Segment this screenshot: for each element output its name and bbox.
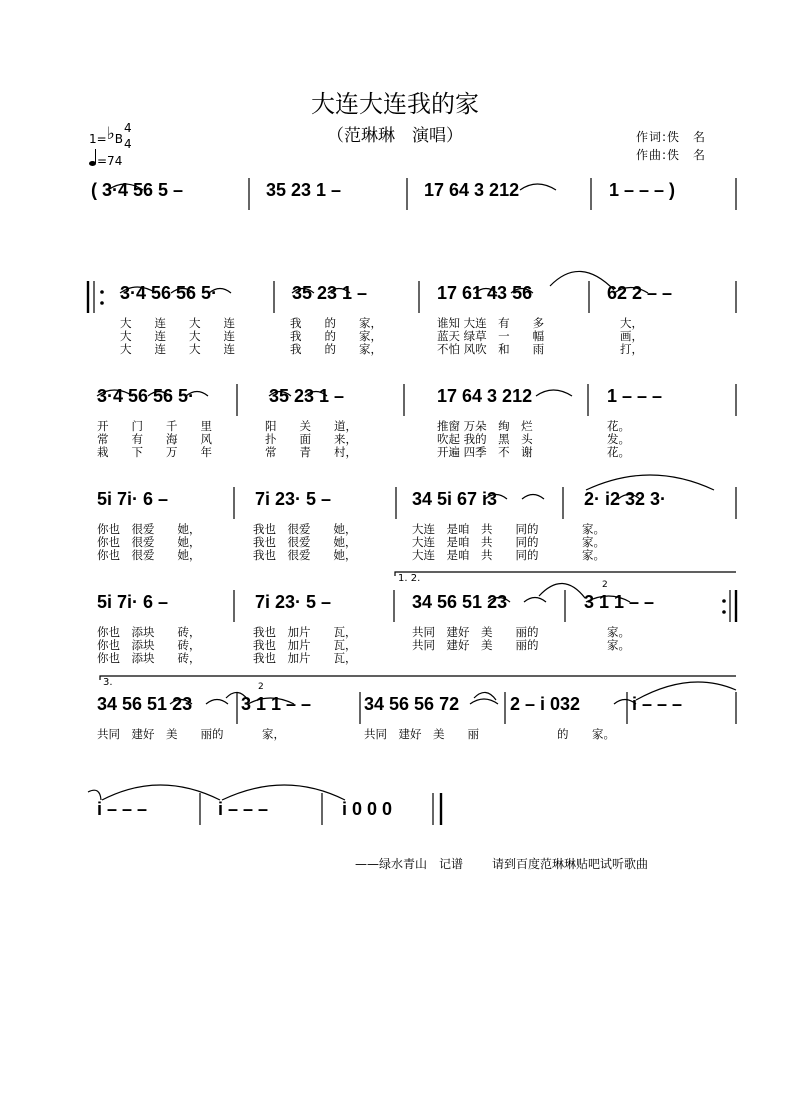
slur-mark xyxy=(536,390,572,396)
lyric-4-v1-d: 家。 xyxy=(582,522,605,536)
tempo-value: =74 xyxy=(97,154,123,168)
lyric-2-v2-a: 大 连 大 连 xyxy=(120,329,235,343)
measure-7-2: i – – – xyxy=(218,799,269,819)
repeat-dot xyxy=(100,290,104,294)
repeat-dot xyxy=(722,610,726,614)
lyric-4-v3-d: 家。 xyxy=(582,548,605,562)
lyric-4-v1-b: 我也 很爱 她， xyxy=(253,522,357,536)
measure-3-3: 17 64 3 212 xyxy=(437,386,533,406)
measure-7-1: i – – – xyxy=(97,799,148,819)
key-flat: ♭ xyxy=(106,124,115,144)
lyric-2-v3-d: 打， xyxy=(620,342,643,356)
lyric-3-v2-d: 发。 xyxy=(607,432,630,446)
lyric-5-v3-a: 你也 添块 砖， xyxy=(97,651,201,665)
measure-4-2: 7i 23· 5 – xyxy=(255,489,332,509)
lyric-3-v1-a: 开 门 千 里 xyxy=(97,419,212,433)
measure-5-2: 7i 23· 5 – xyxy=(255,592,332,612)
lyric-2-v1-c: 谁知 大连 有 多 xyxy=(437,316,545,330)
slur-mark xyxy=(550,271,614,290)
lyric-4-v3-c: 大连 是咱 共 同的 xyxy=(412,548,539,562)
measure-2-4: 62 2 – – xyxy=(607,283,673,303)
lyric-5-v1-b: 我也 加片 瓦， xyxy=(253,625,357,639)
lyric-3-v1-b: 阳 关 道， xyxy=(265,419,357,433)
tie-mark xyxy=(102,785,220,800)
lyric-3-v2-c: 吹起 我的 黑 头 xyxy=(437,432,533,446)
measure-1-2: 35 23 1 – xyxy=(266,180,342,200)
meter-bottom: 4 xyxy=(124,137,132,151)
measure-6-4: 2 – i 032 xyxy=(510,694,581,714)
measure-7-3: i 0 0 0 xyxy=(342,799,393,819)
measure-5-3: 34 56 51 23 xyxy=(412,592,508,612)
measure-5-4: 3 1 1 – – xyxy=(584,592,655,612)
lyric-3-v2-b: 扑 面 来， xyxy=(265,432,357,446)
grace-note: 2 xyxy=(258,682,264,692)
lyric-4-v1-a: 你也 很爱 她， xyxy=(97,522,201,536)
lyric-3-v3-d: 花。 xyxy=(607,445,630,459)
slur-mark xyxy=(522,495,544,500)
lyric-4-v2-c: 大连 是咱 共 同的 xyxy=(412,535,539,549)
measure-3-4: 1 – – – xyxy=(607,386,663,406)
lyric-6-e: 家。 xyxy=(592,727,615,741)
lyric-5-v1-a: 你也 添块 砖， xyxy=(97,625,201,639)
lyric-4-v2-a: 你也 很爱 她， xyxy=(97,535,201,549)
lyric-2-v1-a: 大 连 大 连 xyxy=(120,316,235,330)
lyric-5-v2-c: 共同 建好 美 丽的 xyxy=(412,638,539,652)
lyric-4-v2-b: 我也 很爱 她， xyxy=(253,535,357,549)
song-title: 大连大连我的家 xyxy=(311,90,479,118)
measure-5-1: 5i 7i· 6 – xyxy=(97,592,169,612)
lyric-6-d: 的 xyxy=(557,727,569,741)
key-note: B xyxy=(114,132,123,146)
lyric-2-v1-d: 大， xyxy=(620,316,643,330)
slur-mark xyxy=(586,475,714,490)
lyric-2-v3-a: 大 连 大 连 xyxy=(120,342,235,356)
meter-top: 4 xyxy=(124,121,132,135)
measure-3-1: 3·4 56 56 5· xyxy=(97,386,195,406)
measure-6-5: i – – – xyxy=(632,694,683,714)
measure-4-4: 2· i2 32 3· xyxy=(584,489,667,509)
lyric-3-v3-a: 栽 下 万 年 xyxy=(97,445,212,459)
measure-6-3: 34 56 56 72 xyxy=(364,694,460,714)
lyric-4-v3-a: 你也 很爱 她， xyxy=(97,548,201,562)
lyric-3-v1-c: 推窗 万朵 绚 烂 xyxy=(437,419,533,433)
lyric-3-v2-a: 常 有 海 风 xyxy=(97,432,212,446)
repeat-dot xyxy=(722,599,726,603)
measure-6-2: 3 1 1 – – xyxy=(241,694,312,714)
lyric-5-v1-d: 家。 xyxy=(607,625,630,639)
slur-mark xyxy=(539,583,585,598)
measure-4-1: 5i 7i· 6 – xyxy=(97,489,169,509)
listening-note: 请到百度范琳琳贴吧试听歌曲 xyxy=(492,857,649,871)
lyric-5-v2-b: 我也 加片 瓦， xyxy=(253,638,357,652)
composer-credit: 作曲:佚 名 xyxy=(636,148,707,162)
lyric-4-v1-c: 大连 是咱 共 同的 xyxy=(412,522,539,536)
lyric-2-v1-b: 我 的 家， xyxy=(290,316,382,330)
lyric-5-v2-a: 你也 添块 砖， xyxy=(97,638,201,652)
measure-1-3: 17 64 3 212 xyxy=(424,180,520,200)
measure-6-1: 34 56 51 23 xyxy=(97,694,193,714)
lyric-3-v3-b: 常 青 村， xyxy=(265,445,357,459)
lyric-4-v2-d: 家。 xyxy=(582,535,605,549)
volta-label-first: 1. 2. xyxy=(398,573,421,584)
slur-mark xyxy=(470,699,498,704)
measure-2-2: 35 23 1 – xyxy=(292,283,368,303)
measure-2-1: 3·4 56 56 5· xyxy=(120,283,218,303)
tie-mark xyxy=(222,785,345,800)
lyric-2-v2-d: 画， xyxy=(620,329,643,343)
lyricist-credit: 作词:佚 名 xyxy=(636,130,707,144)
lyric-5-v2-d: 家。 xyxy=(607,638,630,652)
measure-1-4: 1 – – – ) xyxy=(609,180,676,200)
transcriber-credit: ——绿水青山 记谱 xyxy=(355,857,464,871)
measure-1-1: ( 3·4 56 5 – xyxy=(91,180,184,200)
repeat-dot xyxy=(100,301,104,305)
measure-3-2: 35 23 1 – xyxy=(269,386,345,406)
lyric-6-c: 共同 建好 美 丽 xyxy=(364,727,479,741)
lyric-2-v2-b: 我 的 家， xyxy=(290,329,382,343)
volta-label-third: 3. xyxy=(103,677,113,688)
lyric-5-v3-b: 我也 加片 瓦， xyxy=(253,651,357,665)
slur-mark xyxy=(524,598,546,603)
lyric-3-v3-c: 开遍 四季 不 谢 xyxy=(437,445,533,459)
slur-mark xyxy=(206,700,228,705)
lyric-4-v3-b: 我也 很爱 她， xyxy=(253,548,357,562)
lyric-2-v2-c: 蓝天 绿草 一 幅 xyxy=(437,329,545,343)
measure-2-3: 17 61 43 56 xyxy=(437,283,533,303)
lyric-2-v3-b: 我 的 家， xyxy=(290,342,382,356)
volta-bracket xyxy=(395,572,736,576)
lyric-3-v1-d: 花。 xyxy=(607,419,630,433)
lyric-6-a: 共同 建好 美 丽的 xyxy=(97,727,224,741)
lyric-2-v3-c: 不怕 风吹 和 雨 xyxy=(437,342,545,356)
lyric-6-b: 家， xyxy=(262,727,285,741)
volta-bracket xyxy=(100,676,736,680)
grace-note: 2 xyxy=(602,580,608,590)
measure-4-3: 34 5i 67 i3 xyxy=(412,489,498,509)
lyric-5-v1-c: 共同 建好 美 丽的 xyxy=(412,625,539,639)
performer-line: （范琳琳 演唱） xyxy=(327,126,463,146)
key-label: 1= xyxy=(89,132,107,146)
